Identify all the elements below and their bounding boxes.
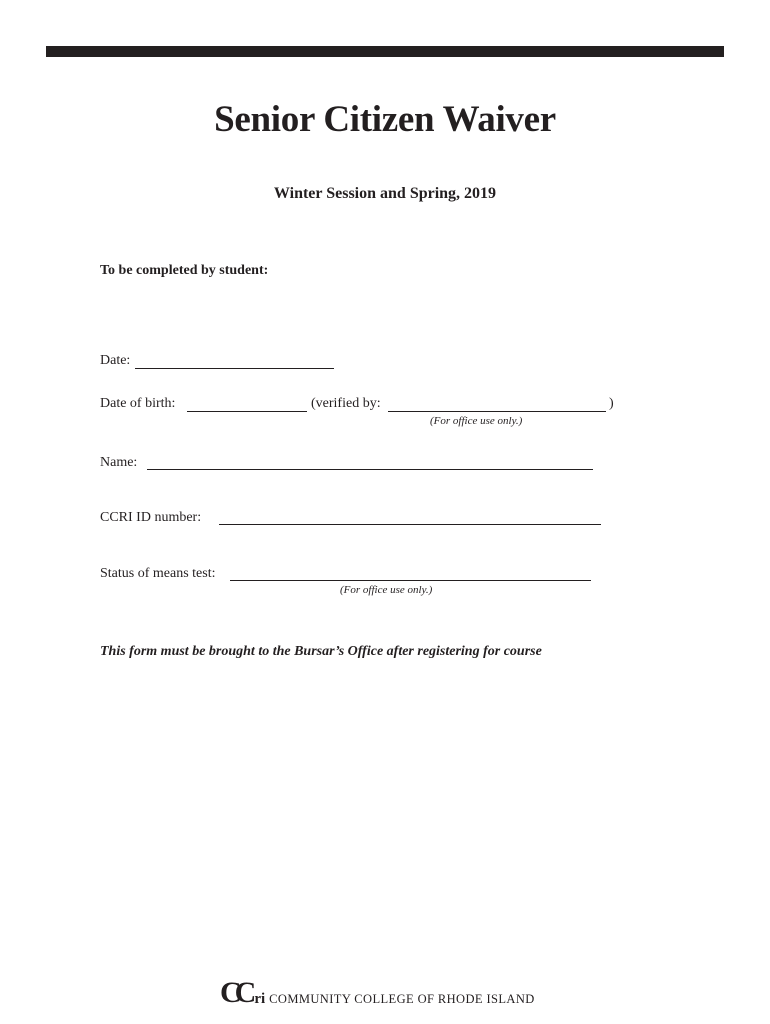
verified-by-label: (verified by: — [311, 396, 381, 411]
footer — [220, 978, 535, 1008]
bursar-notice: This form must be brought to the Bursar’s Office after registering for course — [100, 644, 542, 659]
instruction-text: To be completed by student: — [100, 263, 269, 278]
college-name: COMMUNITY COLLEGE OF RHODE ISLAND — [269, 992, 535, 1006]
form-subtitle: Winter Session and Spring, 2019 — [273, 185, 497, 202]
ccri-id-label: CCRI ID number: — [100, 510, 202, 525]
logo-letters-cc: CC — [220, 976, 250, 1009]
logo-letters-ri: ri — [254, 991, 266, 1007]
means-test-label: Status of means test: — [100, 566, 216, 581]
office-use-note: (For office use only.) — [340, 584, 433, 596]
name-label: Name: — [100, 455, 138, 470]
header-rule — [46, 46, 724, 57]
form-title: Senior Citizen Waiver — [214, 99, 556, 140]
date-field-line[interactable] — [135, 368, 334, 369]
ccri-id-field-line[interactable] — [219, 524, 601, 525]
ccri-logo — [220, 978, 265, 1008]
dob-field-line[interactable] — [187, 411, 307, 412]
dob-label: Date of birth: — [100, 396, 176, 411]
means-test-field-line[interactable] — [230, 580, 591, 581]
name-field-line[interactable] — [147, 469, 593, 470]
verified-by-close-paren: ) — [609, 396, 614, 411]
verified-by-field-line[interactable] — [388, 411, 606, 412]
office-use-note: (For office use only.) — [430, 415, 523, 427]
date-label: Date: — [100, 353, 131, 368]
